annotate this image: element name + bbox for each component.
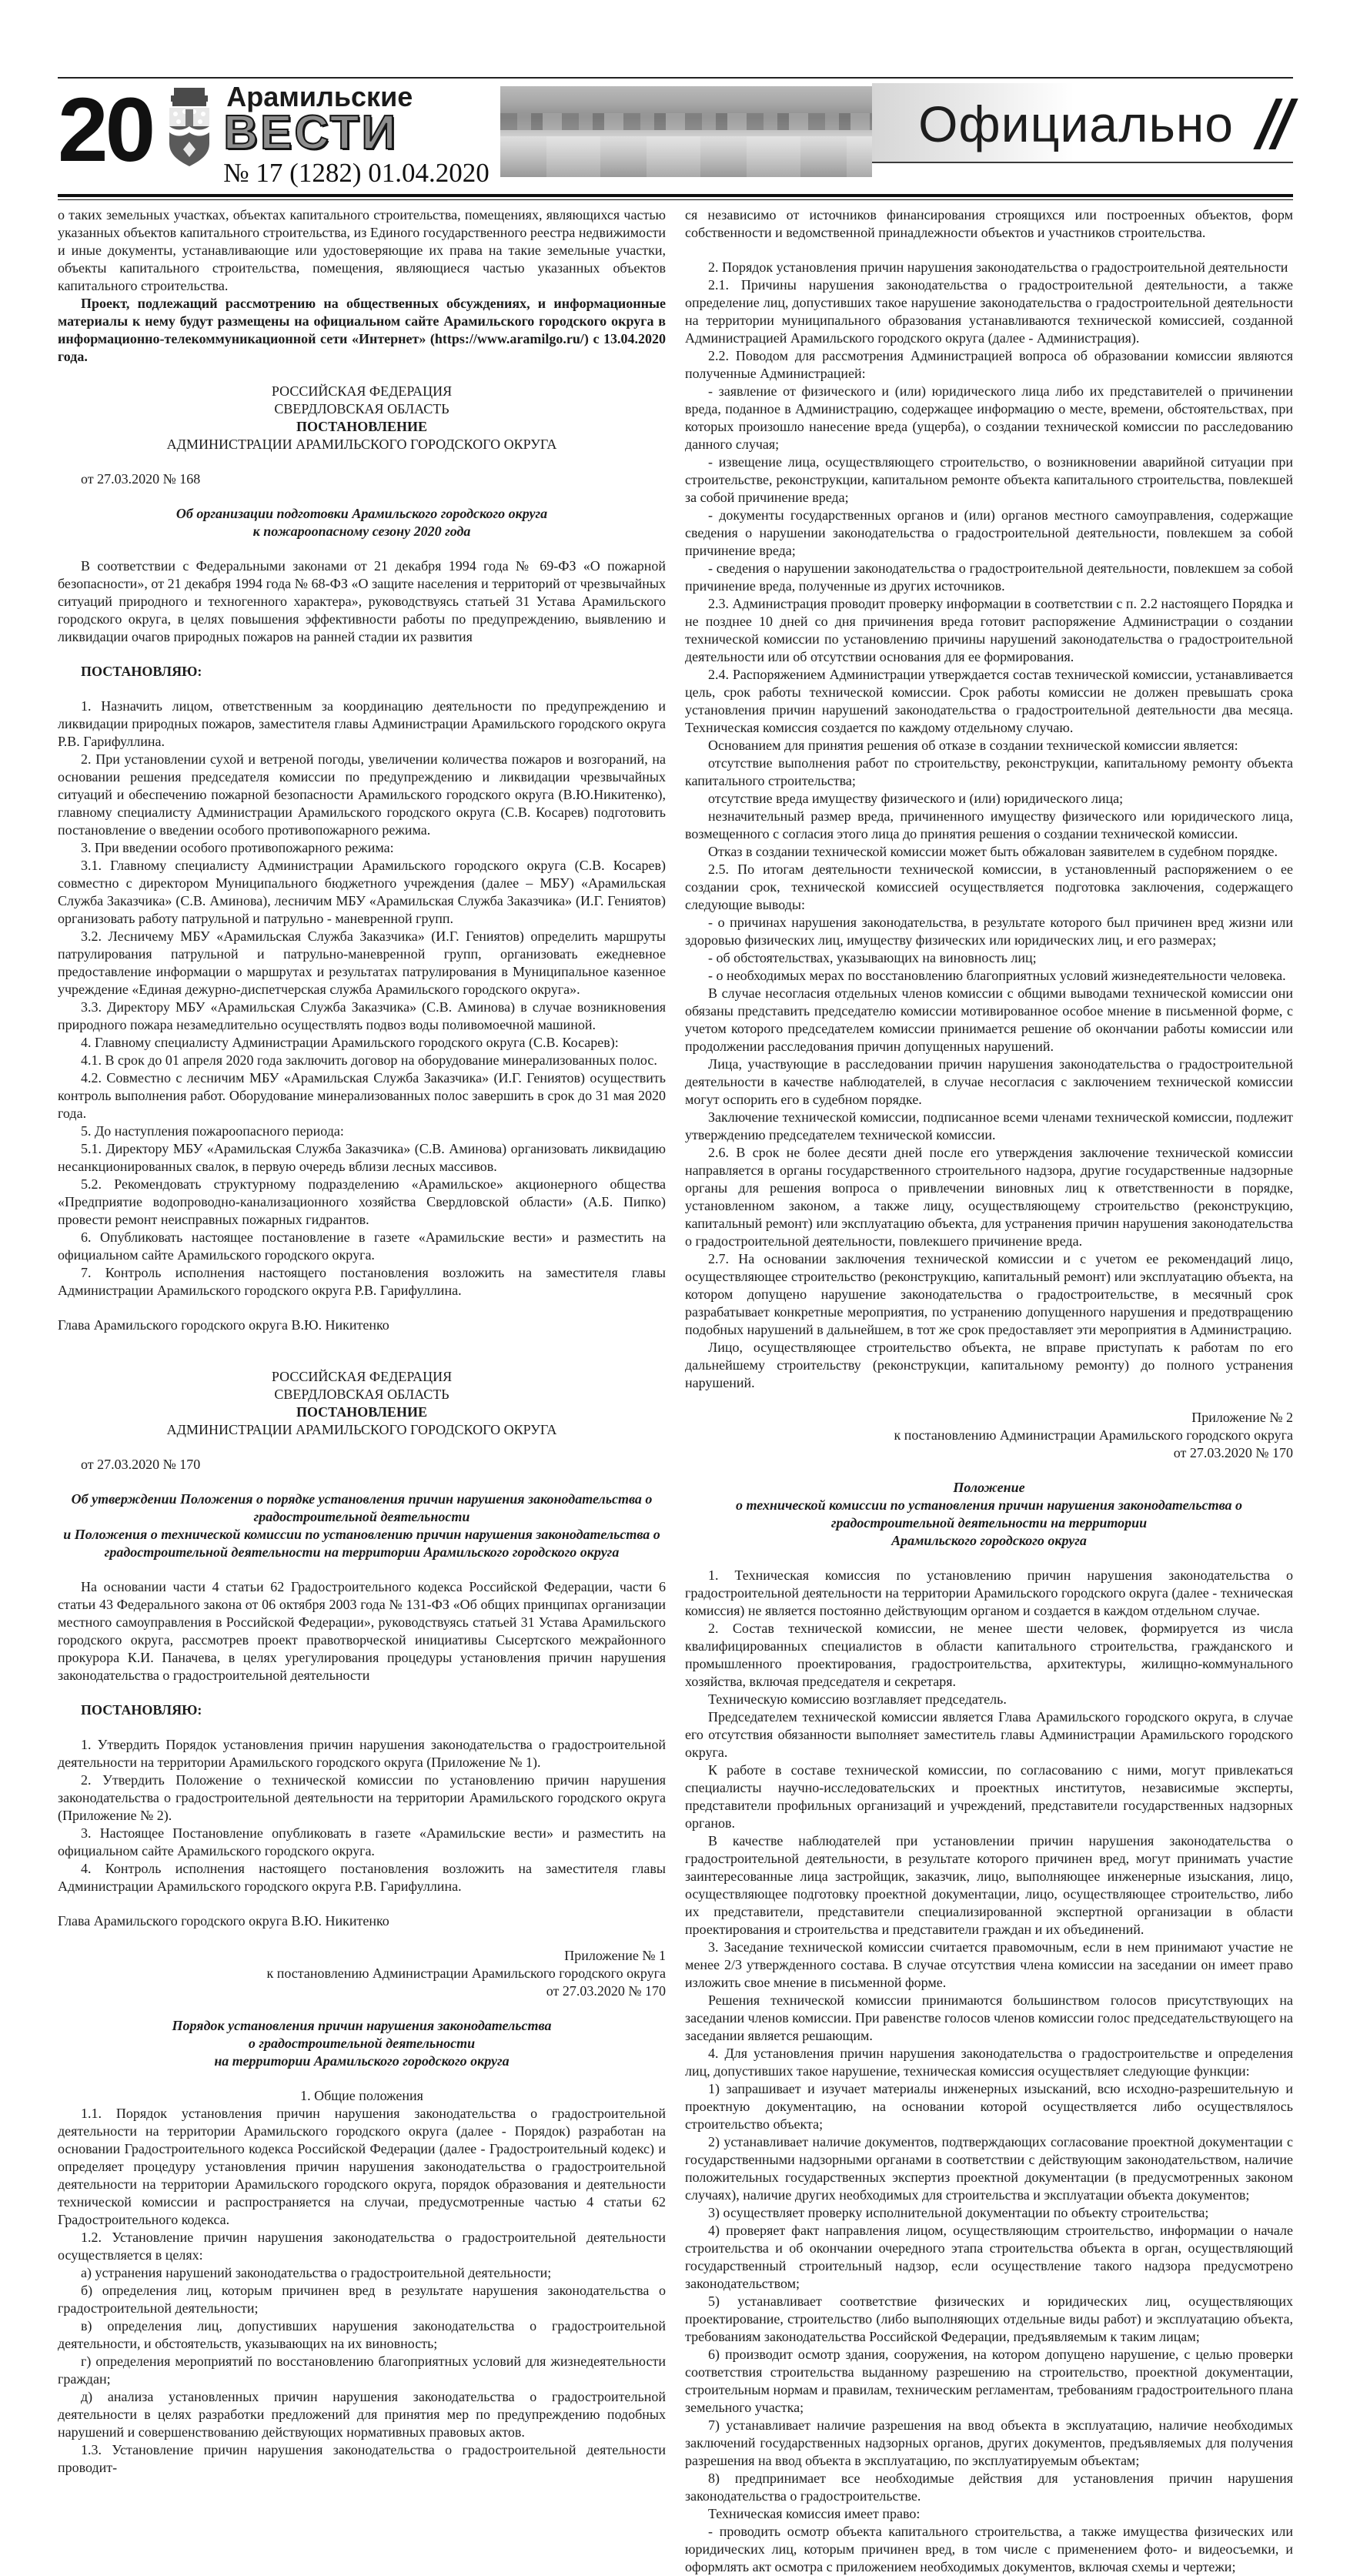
spacer [685,242,1293,259]
paragraph: 8) предпринимает все необходимые действия для установления причин нарушения законодательства о градостроительстве. [685,2471,1293,2504]
paragraph: 2.4. Распоряжением Администрации утверждается состав технической комиссии, устанавливается цель, срок работы технической комиссии. Срок работы комиссии не должен превышать срока установления причин нарушений законодательства о градостроительной деятельности два месяца. Техническая комиссия создается по каждому отдельному случаю. [685,667,1293,735]
masthead-top-title: Арамильские [226,81,413,112]
paragraph: 2.7. На основании заключения технической комиссии и с учетом ее рекомендаций лицо, осуществляющее строительство (реконструкцию, капитальный ремонт) или эксплуатацию объекта, на котором допущено нарушение законодательства о градостроительстве, в месячный срок разрабатывает конкретные мероприятия, по устранению допущенного нарушения и предотвращению подобных нарушений в дальнейшем, в тот же срок предоставляет эти мероприятия в Администрацию. [685,1251,1293,1337]
paragraph: 3.1. Главному специалисту Администрации Арамильского городского округа (С.В. Косарев) совместно с директором Муниципального бюджетного учреждения (далее – МБУ) «Арамильская Служба Заказчика» (С.В. Аминова), лесничим МБУ «Арамильская Служба Заказчика» (И.Г. Гениятов) организовать работу патрульной и патрульно - маневренной групп. [58,858,666,926]
paragraph: 1. Утвердить Порядок установления причин нарушения законодательства о градостроительной деятельности на территории Арамильского городского округа (Приложение № 1). [58,1737,666,1770]
section-label: Официально [918,95,1234,152]
paragraph: В качестве наблюдателей при установлении причин нарушения законодательства о градостроительной деятельности, в результате которого причинен вред, могут принимать участие заинтересованные лица застройщик, заказчик, лицо, выполняющее инженерные изыскания, лицо, осуществляющее подготовку проектной документации, лицо, осуществляющее строительство, либо их представители, представители специализированной экспертной организации в области проектирования и строительства и представители граждан и их объединений. [685,1833,1293,1937]
spacer [58,646,666,663]
paragraph: о градостроительной деятельности [248,2036,476,2051]
spacer [58,453,666,470]
paragraph: АДМИНИСТРАЦИИ АРАМИЛЬСКОГО ГОРОДСКОГО ОКРУГА [166,1422,557,1437]
paragraph: АДМИНИСТРАЦИИ АРАМИЛЬСКОГО ГОРОДСКОГО ОКРУГА [166,437,557,452]
paragraph: о технической комиссии по установления причин нарушения законодательства о градостроительной деятельности на территории [735,1497,1243,1531]
paragraph: Лицо, осуществляющее строительство объекта, не вправе приступать к работам по его дальнейшему строительству (реконструкции, капитальному ремонту) до полного устранения нарушений. [685,1340,1293,1390]
paragraph: 4.2. Совместно с лесничим МБУ «Арамильская Служба Заказчика» (И.Г. Гениятов) осуществить контроль выполнения работ. Оборудование минерализованных полос завершить в срок до 31 мая 2020 года. [58,1070,666,1121]
paragraph: 1. Назначить лицом, ответственным за координацию деятельности по предупреждению и ликвидации природных пожаров, заместителя главы Администрации Арамильского городского округа Р.В. Гарифуллина. [58,698,666,749]
paragraph: РОССИЙСКАЯ ФЕДЕРАЦИЯ [271,1369,453,1384]
spacer [58,366,666,383]
spacer [58,2070,666,2087]
paragraph: 5.1. Директору МБУ «Арамильская Служба Заказчика» (С.В. Аминова) организовать ликвидацию несанкционированных свалок, в первую очередь вблизи лесных массивов. [58,1141,666,1174]
masthead-main-title: ВЕСТИ [223,106,399,159]
paragraph: 4.1. В срок до 01 апреля 2020 года заключить договор на оборудование минерализованных полос. [81,1052,657,1068]
newspaper-page [0,77,1350,2574]
coat-of-arms-icon [163,86,216,173]
paragraph: от 27.03.2020 № 168 [81,471,201,487]
paragraph: Приложение № 1 [564,1948,666,1963]
paragraph: Приложение № 2 [1191,1410,1293,1425]
paragraph: отсутствие вреда имуществу физического и (или) юридического лица; [708,791,1124,806]
paragraph: 2) устанавливает наличие документов, подтверждающих согласование проектной документации с государственными надзорными органами в соответствии с действующим законодательством, наличие положительных государственных экспертиз проектной документации (в предусмотренных законом случаях), наличие других необходимых для строительства и эксплуатации объекта документов; [685,2134,1293,2203]
paragraph: 1.1. Порядок установления причин нарушения законодательства о градостроительной деятельности на территории Арамильского городского округа (далее - Порядок) разработан на основании Градостроительного кодекса Российской Федерации (далее - Градостроительный кодекс) и определяет процедуру установления причин нарушения законодательства о градостроительной деятельности на территории Арамильского городского округа, порядок образования и деятельности технической комиссии и распространяется на случаи, предусмотренные частью 4 статьи 62 Градостроительного кодекса. [58,2106,666,2227]
right-column [685,206,1293,2576]
paragraph: К работе в составе технической комиссии, по согласованию с ними, могут привлекаться специалисты научно-исследовательских и проектных институтов, независимые эксперты, представители профильных организаций и учреждений, представители государственных надзорных органов. [685,1762,1293,1831]
paragraph: - заявление от физического и (или) юридического лица либо их представителей о причинении вреда, поданное в Администрацию, содержащее информацию о месте, времени, обстоятельствах, при которых произошло нанесение вреда (ущерба), о создании технической комиссии по расследованию данного случая; [685,383,1293,452]
paragraph: 2.2. Поводом для рассмотрения Администрацией вопроса об образовании комиссии являются полученные Администрацией: [685,348,1293,381]
paragraph: 2.1. Причины нарушения законодательства о градостроительной деятельности, а также определение лиц, допустивших такое нарушение законодательства о градостроительной деятельности на территории муниципального образования устанавливаются технической комиссией, созданной Администрацией Арамильского городского округа (далее - Администрация). [685,277,1293,346]
paragraph: 1. Общие положения [300,2088,423,2103]
spacer [58,1474,666,1490]
header-divider-rule [58,194,1293,200]
header-photo-strip [500,86,872,177]
spacer [58,1300,666,1316]
page-number: 20 [58,79,153,181]
spacer [58,1351,666,1368]
paragraph: - о необходимых мерах по восстановлению благоприятных условий жизнедеятельности человека. [708,968,1286,983]
paragraph: 3. Заседание технической комиссии считается правомочным, если в нем принимают участие не менее 2/3 утвержденного состава. В случае отсутствия члена комиссии на заседании он имеет право изложить свое мнение в письменной форме. [685,1939,1293,1990]
paragraph: а) устранения нарушений законодательства о градостроительной деятельности; [81,2265,552,2280]
paragraph: от 27.03.2020 № 170 [81,1457,201,1472]
paragraph: Заключение технической комиссии, подписанное всеми членами технической комиссии, подлежит утверждению председателем технической комиссии. [685,1109,1293,1142]
spacer [58,1930,666,1947]
paragraph: - об обстоятельствах, указывающих на виновность лиц; [708,950,1037,965]
paragraph: 5.2. Рекомендовать структурному подразделению «Арамильское» акционерного общества «Предприятие водопроводно-канализационного хозяйства Свердловской области» (А.Б. Пипко) провести ремонт неисправных пожарных гидрантов. [58,1176,666,1227]
paragraph: - проводить осмотр объекта капитального строительства, а также имущества физических или юридических лиц, которым причинен вред, в том числе с применением фото- и видеосъемки, и оформлять акт осмотра с приложением необходимых документов, включая схемы и чертежи; [685,2524,1293,2574]
issue-line: № 17 (1282) 01.04.2020 [223,158,490,188]
paragraph: - о причинах нарушения законодательства, в результате которого был причинен вред жизни или здоровью физических лиц, имуществу физических или юридических лиц, и его размерах; [685,915,1293,948]
paragraph: 4. Для установления причин нарушения законодательства о градостроительстве и определения лиц, допустивших такое нарушение, техническая комиссия осуществляет следующие функции: [685,2046,1293,2079]
paragraph: 5) устанавливает соответствие физических и юридических лиц, осуществляющих проектирование, строительство (либо выполняющих отдельные виды работ) и эксплуатацию объекта, требованиям законодательства Российской Федерации, предъявляемым к таким лицам; [685,2293,1293,2344]
paragraph: от 27.03.2020 № 170 [546,1983,666,1999]
paragraph: СВЕРДЛОВСКАЯ ОБЛАСТЬ [274,1387,449,1402]
paragraph: 6. Опубликовать настоящее постановление в газете «Арамильские вести» и разместить на официальном сайте Арамильского городского округа. [58,1229,666,1263]
paragraph: ся независимо от источников финансирования строящихся или построенных объектов, форм собственности и ведомственной принадлежности объектов и участников строительства. [685,207,1293,240]
paragraph: незначительный размер вреда, причиненного имуществу физического или юридического лица, возмещенного с согласия этого лица до принятия решения о создании технической комиссии. [685,808,1293,841]
paragraph: 4. Главному специалисту Администрации Арамильского городского округа (С.В. Косарев): [81,1035,619,1050]
paragraph: 2. При установлении сухой и ветреной погоды, увеличении количества пожаров и возгораний, на основании решения председателя комиссии по предупреждению и ликвидации чрезвычайных ситуаций и обеспечению пожарной безопасности Арамильского городского округа (В.Ю.Никитенко), главному специалисту Администрации Арамильского городского округа (С.В. Косарев) подготовить постановление о введении особого противопожарного режима. [58,751,666,838]
paragraph: 4) проверяет факт направления лицом, осуществляющим строительство, информации о начале строительства и об окончании очередного этапа строительства объекта в орган, осуществляющий государственный строительный надзор, если осуществление такого надзора предусмотрено законодательством; [685,2223,1293,2291]
double-slash-icon [1265,99,1287,149]
paragraph: 1. Техническая комиссия по установлению причин нарушения законодательства о градостроительной деятельности на территории Арамильского городского округа (далее - техническая комиссия) не является постоянно действующим органом и создается в каждом отдельном случае. [685,1567,1293,1618]
paragraph: ПОСТАНОВЛЕНИЕ [296,419,428,434]
paragraph: 7. Контроль исполнения настоящего постановления возложить на заместителя главы Администрации Арамильского городского округа Р.В. Гарифуллина. [58,1265,666,1298]
paragraph: б) определения лиц, которым причинен вред в результате нарушения законодательства о градостроительной деятельности; [58,2283,666,2316]
paragraph: В соответствии с Федеральными законами от 21 декабря 1994 года № 69-ФЗ «О пожарной безопасности», от 21 декабря 1994 года № 68-ФЗ «О защите населения и территорий от чрезвычайных ситуаций природного и техногенного характера», руководствуясь статьей 31 Устава Арамильского городского округа, в целях повышения эффективности работы по предупреждению, выявлению и ликвидации очагов природных пожаров на ранней стадии их развития [58,558,666,644]
paragraph: РОССИЙСКАЯ ФЕДЕРАЦИЯ [271,383,453,399]
masthead-titles [223,83,489,189]
paragraph: 1) запрашивает и изучает материалы инженерных изысканий, всю исходно-разрешительную и проектную документацию, на основании которой осуществляется либо осуществлялось строительство объекта; [685,2081,1293,2132]
paragraph: 3. Настоящее Постановление опубликовать в газете «Арамильские вести» и разместить на официальном сайте Арамильского городского округа. [58,1825,666,1858]
article-columns [58,206,1293,2576]
paragraph: 2.5. По итогам деятельности технической комиссии, в установленный распоряжением о ее создании срок, технической комиссией осуществляется подготовка заключения, содержащего следующие выводы: [685,861,1293,912]
paragraph: 2. Состав технической комиссии, не менее шести человек, формируется из числа квалифицированных специалистов в области капитального строительства, гражданского и промышленного проектирования, градостроительства, архитектуры, жилищно-коммунального хозяйства, включая председателя и секретаря. [685,1621,1293,1689]
paragraph: 3.2. Лесничему МБУ «Арамильская Служба Заказчика» (И.Г. Гениятов) определить маршруты патрулирования патрульной и патрульно-маневренной групп, организовать ежедневное предоставление информации о маршрутах и результатах патрулирования в Муниципальное казенное учреждение «Единая дежурно-диспетчерская служба Арамильского городского округа». [58,928,666,997]
paragraph: Порядок установления причин нарушения законодательства [172,2018,552,2033]
paragraph: Глава Арамильского городского округа В.Ю. Никитенко [58,1913,389,1929]
spacer [58,1561,666,1578]
left-column [58,206,666,2576]
spacer [58,1719,666,1736]
paragraph: 5. До наступления пожароопасного периода: [81,1123,344,1139]
spacer [58,488,666,505]
section-header [872,83,1293,163]
paragraph: д) анализа установленных причин нарушения законодательства о градостроительной деятельности в целях разработки предложений для принятия мер по предупреждению подобных нарушений и совершенствованию действующих нормативных правовых актов. [58,2389,666,2440]
paragraph: отсутствие выполнения работ по строительству, реконструкции, капитальному ремонту объекта капитального строительства; [685,755,1293,788]
paragraph: Проект, подлежащий рассмотрению на общественных обсуждениях, и информационные материалы к нему будут размещены на официальном сайте Арамильского городского округа в информационно-телекоммуникационной сети «Интернет» (https://www.aramilgo.ru/) с 13.04.2020 года. [58,296,666,364]
paragraph: Лица, участвующие в расследовании причин нарушения законодательства о градостроительной деятельности в качестве наблюдателей, в случае несогласия с заключением технической комиссии могут оспорить его в судебном порядке. [685,1056,1293,1107]
paragraph: к постановлению Администрации Арамильского городского округа [894,1427,1293,1443]
spacer [58,2000,666,2017]
paragraph: г) определения мероприятий по восстановлению благоприятных условий для жизнедеятельности граждан; [58,2354,666,2387]
paragraph: 6) производит осмотр здания, сооружения, на котором допущено нарушение, с целью проверки соответствия строительства выданному разрешению на строительство, проектной документации, строительным нормам и правилам, техническим регламентам, требованиям градостроительного плана земельного участка; [685,2347,1293,2415]
spacer [58,1439,666,1456]
paragraph: от 27.03.2020 № 170 [1173,1445,1293,1460]
paragraph: 2.3. Администрация проводит проверку информации в соответствии с п. 2.2 настоящего Порядка и не позднее 10 дней со дня причинения вреда готовит распоряжение Администрации о создании технической комиссии по установлению причины нарушений законодательства о градостроительной деятельности или об отсутствии основания для ее формирования. [685,596,1293,664]
paragraph: 3.3. Директору МБУ «Арамильская Служба Заказчика» (С.В. Аминова) в случае возникновения природного пожара незамедлительно осуществлять подвоз воды поливомоечной машиной. [58,999,666,1032]
spacer [685,1392,1293,1409]
paragraph: 7) устанавливает наличие разрешения на ввод объекта в эксплуатацию, наличие необходимых заключений государственных надзорных органов, других документов, предъявляемых для получения разрешения на ввод объекта в эксплуатацию, по эксплуатируемым объектам; [685,2417,1293,2468]
paragraph: 1.3. Установление причин нарушения законодательства о градостроительной деятельности проводит- [58,2442,666,2475]
paragraph: Решения технической комиссии принимаются большинством голосов присутствующих на заседании членов комиссии. При равенстве голосов членов комиссии голос председательствующего на заседании является решающим. [685,1992,1293,2043]
paragraph: Глава Арамильского городского округа В.Ю. Никитенко [58,1317,389,1333]
paragraph: на территории Арамильского городского округа [214,2053,510,2069]
spacer [58,681,666,698]
paragraph: ПОСТАНОВЛЕНИЕ [296,1404,428,1420]
paragraph: к пожароопасному сезону 2020 года [252,524,471,539]
paragraph: Техническая комиссия имеет право: [708,2506,921,2521]
paragraph: Об организации подготовки Арамильского городского округа [175,506,548,521]
paragraph: На основании части 4 статьи 62 Градостроительного кодекса Российской Федерации, части 6 статьи 43 Федерального закона от 06 октября 2003 года № 131-ФЗ «Об общих принципах организации местного самоуправления в Российской Федерации», руководствуясь статьей 31 Устава Арамильского городского округа, рассмотрев проект правотворческой инициативы Сысертского межрайонного прокурора К.И. Паначева, в целях урегулирования процедуры установления причин нарушения законодательства о градостроительной деятельности [58,1579,666,1683]
paragraph: СВЕРДЛОВСКАЯ ОБЛАСТЬ [274,401,449,417]
paragraph: - извещение лица, осуществляющего строительство, о возникновении аварийной ситуации при строительстве, реконструкции, капитальном ремонте объекта капитального строительства, повлекшей за собой причинение вреда; [685,454,1293,505]
spacer [685,1550,1293,1567]
paragraph: Арамильского городского округа [891,1533,1087,1548]
paragraph: Положение [953,1480,1025,1495]
paragraph: Техническую комиссию возглавляет председатель. [708,1691,1007,1707]
paragraph: ПОСТАНОВЛЯЮ: [81,1702,202,1718]
paragraph: 2.6. В срок не более десяти дней после его утверждения заключение технической комиссии направляется в органы государственного строительного надзора, другие государственные надзорные органы для решения вопроса о привлечении виновных лиц к ответственности в порядке, установленном законом, а также лицу, осуществляющему строительство (реконструкцию, капитальный ремонт) или эксплуатацию объекта, для устранения причин нарушения законодательства о градостроительной деятельности, повлекшего причинение вреда. [685,1145,1293,1249]
paragraph: и Положения о технической комиссии по установлению причин нарушения законодательства о градостроительной деятельности на территории Арамильского городского округа [63,1527,660,1560]
paragraph: Об утверждении Положения о порядке установления причин нарушения законодательства о градостроительной деятельности [71,1491,653,1524]
paragraph: Отказ в создании технической комиссии может быть обжалован заявителем в судебном порядке. [708,844,1278,859]
paragraph: Основанием для принятия решения об отказе в создании технической комиссии является: [708,738,1238,753]
paragraph: 2. Порядок установления причин нарушения законодательства о градостроительной деятельности [708,259,1288,275]
paragraph: о таких земельных участках, объектах капитального строительства, помещениях, являющихся частью указанных объектов капитального строительства, из Единого государственного реестра недвижимости и иные документы, устанавливающие или удостоверяющие их права на такие земельные участки, объекты капитального строительства, помещения, являющиеся частью указанных объектов капитального строительства. [58,207,666,293]
spacer [58,540,666,557]
paragraph: 1.2. Установление причин нарушения законодательства о градостроительной деятельности осуществляется в целях: [58,2230,666,2263]
paragraph: 3) осуществляет проверку исполнительной документации по объекту строительства; [708,2205,1209,2220]
paragraph: - сведения о нарушении законодательства о градостроительной деятельности, повлекшем за собой причинение вреда, полученные из других источников. [685,560,1293,594]
paragraph: Председателем технической комиссии является Глава Арамильского городского округа, в случае его отсутствия обязанности выполняет заместитель главы Администрации Арамильского городского округа. [685,1709,1293,1760]
paragraph: В случае несогласия отдельных членов комиссии с общими выводами технической комиссии они обязаны представить председателю комиссии мотивированное особое мнение в письменной форме, с учетом которого председателем комиссии принимается решение об окончании работы комиссии или продолжении расследования причин допущенных нарушений. [685,985,1293,1054]
paragraph: 4. Контроль исполнения настоящего постановления возложить на заместителя главы Администрации Арамильского городского округа Р.В. Гарифуллина. [58,1861,666,1894]
spacer [685,1462,1293,1479]
masthead [58,79,1293,192]
paragraph: - документы государственных органов и (или) органов местного самоуправления, содержащие сведения о нарушении законодательства о градостроительной деятельности, повлекшем за собой причинение вреда; [685,507,1293,558]
spacer [58,1684,666,1701]
spacer [58,1334,666,1351]
paragraph: 3. При введении особого противопожарного режима: [81,840,394,855]
paragraph: к постановлению Администрации Арамильского городского округа [266,1965,666,1981]
paragraph: 2. Утвердить Положение о технической комиссии по установлению причин нарушения законодательства о градостроительной деятельности на территории Арамильского городского округа (Приложение № 2). [58,1772,666,1823]
paragraph: в) определения лиц, допустивших нарушения законодательства о градостроительной деятельности, и обстоятельств, указывающих на их виновность; [58,2318,666,2351]
paragraph: ПОСТАНОВЛЯЮ: [81,664,202,679]
